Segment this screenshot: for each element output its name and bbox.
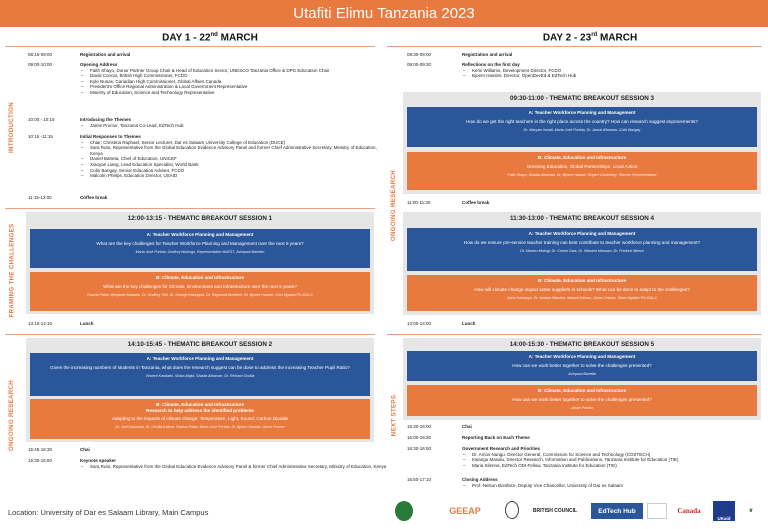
session2-theme-b: B: Climate, Education and Infrastructure Research to help address the identified problems Adapting to the impacts of climate change: Temperature, Light, Sound, Carbon Dioxide Dr. Joel Kasumba, Dr. Cecilia Kalima, Ravina Pattni, Maria José Portela, Dr. Bjoern Hassler, Jamie Proctor xyxy=(30,399,370,439)
session3-theme-b: B: Climate, Education and Infrastructure Greening Education, Global Partnerships, Local Action Faith Shayo, Shadia Alhaman, Dr. Bjoern Hassler, Rupert Corbishley, Teacher Representative xyxy=(407,152,757,190)
side-label-next: NEXT STEPS xyxy=(390,394,398,436)
session2-theme-a: A: Teacher Workforce Planning and Management Given the increasing numbers of students in Tanzania, what does the research suggest can be done to address the increasing Teacher Pupil Ratio? Vincent Kandado, Shara Majid, Shadia Alhaman, Dr. Richard Shukia xyxy=(30,353,370,396)
location-footer: Location: University of Dar es Salaam Library, Main Campus xyxy=(8,508,209,517)
session2: 14:10-15:45 - THEMATIC BREAKOUT SESSION 2 A: Teacher Workforce Planning and Management Given the increasing numbers of students in Tanzania, what does the research suggest can be done to address the increasing Teacher Pupil Ratio? Vincent Kandado, Shara Majid, Shadia Alhaman, Dr. Richard Shukia B: Climate, Education and Infrastructure Research to help address the identified problems Adapting to the impacts of climate change: Temperature, Light, Sound, Carbon Dioxide Dr. Joel Kasumba, Dr. Cecilia Kalima, Ravina Pattni, Maria José Portela, Dr. Bjoern Hassler, Jamie Proctor xyxy=(26,338,374,442)
session4-theme-b: B: Climate, Education and Infrastructure How will climate change impact water suppliers in schools? What can be done to adapt to the challenges? Asha Nampuya, Dr. Joseph Wamiba, Manuel Kamau, Jonas Onindo, Silver Ngalibe PO-RALG xyxy=(407,275,757,311)
session1-theme-b: B: Climate, Education and Infrastructure What are the key challenges for Climate, Environment and Infrastructure over the next 5 years? Ravina Pattni, Benjamin Mawoko, Dr. Godfrey Telli, Dr. George Kalungwa, Dr. Raymond Boniface, Dr. Bjoern Hassler, Cem Mgaiha PO-RALG xyxy=(30,272,370,311)
divider xyxy=(5,208,375,209)
session5: 14:00-15:30 - THEMATIC BREAKOUT SESSION 5 A: Teacher Workforce Planning and Management How can we work better together to solve the challenges presented? Johnpaul Barretto B: Climate, Education and Infrastructure How can we work better together to solve the challenges presented? Jamie Proctor xyxy=(403,338,761,420)
side-label-framing: FRAMING THE CHALLENGES xyxy=(8,223,16,317)
session1-theme-a: A: Teacher Workforce Planning and Management What are the key challenges for Teacher Workforce Planning and Management over the next 5 years? Maria José Portela, Godfrey Mulongo, Representative MoEST, Johnpaul Barretto xyxy=(30,229,370,268)
divider xyxy=(387,334,762,335)
title-banner: Utafiti Elimu Tanzania 2023 xyxy=(0,0,768,27)
day1-heading: DAY 1 - 22nd MARCH xyxy=(162,32,258,44)
divider xyxy=(5,334,375,335)
british-council-logo: BRITISH COUNCIL xyxy=(532,508,578,514)
canada-logo: Canada xyxy=(677,507,701,515)
session5-theme-b: B: Climate, Education and Infrastructure How can we work better together to solve the challenges presented? Jamie Proctor xyxy=(407,385,757,416)
session4: 11:30-13:00 - THEMATIC BREAKOUT SESSION 4 A: Teacher Workforce Planning and Management How do we ensure pre-service teacher training can best contribute to teacher workforce planning and management? Dr. Mwanu Mwingi, Dr. Cohen Gwa, Dr. Winston Massam, Dr. Fredrick Mtenzi B: Climate, Education and Infrastructure How will climate change impact water suppliers in schools? What can be done to adapt to the challenges? Asha Nampuya, Dr. Joseph Wamiba, Manuel Kamau, Jonas Onindo, Silver Ngalibe PO-RALG xyxy=(403,212,761,315)
day2-heading: DAY 2 - 23rd MARCH xyxy=(542,32,638,44)
session4-theme-a: A: Teacher Workforce Planning and Management How do we ensure pre-service teacher training can best contribute to teacher workforce planning and management? Dr. Mwanu Mwingi, Dr. Cohen Gwa, Dr. Winston Massam, Dr. Fredrick Mtenzi xyxy=(407,228,757,271)
session1: 12:00-13:15 - THEMATIC BREAKOUT SESSION 1 A: Teacher Workforce Planning and Management What are the key challenges for Teacher Workforce Planning and Management over the next 5 years? Maria José Portela, Godfrey Mulongo, Representative MoEST, Johnpaul Barretto B: Climate, Education and Infrastructure What are the key challenges for Climate, Environment and Infrastructure over the next 5 years? Ravina Pattni, Benjamin Mawoko, Dr. Godfrey Telli, Dr. George Kalungwa, Dr. Raymond Boniface, Dr. Bjoern Hassler, Cem Mgaiha PO-RALG xyxy=(26,212,374,314)
government-crest-logo xyxy=(647,503,667,519)
udsm-seal-logo xyxy=(395,501,413,521)
partner-logos xyxy=(395,499,765,523)
side-label-ongoing1: ONGOING RESEARCH xyxy=(8,379,16,451)
divider xyxy=(387,46,762,47)
session5-theme-a: A: Teacher Workforce Planning and Management How can we work better together to solve the challenges presented? Johnpaul Barretto xyxy=(407,351,757,381)
university-crest-logo xyxy=(505,501,519,519)
ukaid-logo: UKaid xyxy=(713,501,735,521)
edtech-hub-logo: EdTech Hub xyxy=(591,503,643,519)
leaf-logo: ❦ xyxy=(748,508,754,514)
geeap-logo: GEEAP xyxy=(449,506,481,516)
divider xyxy=(5,46,375,47)
side-label-ongoing2: ONGOING RESEARCH xyxy=(390,169,398,241)
session3-theme-a: A: Teacher Workforce Planning and Management How do we get the right teachers in the right place across the country? How can research suggest improvements? Dr. Maryam Ismail, Maria José Portela, Dr. Jamal Alhaman, Colin Bangay xyxy=(407,107,757,147)
session3: 09:30-11:00 - THEMATIC BREAKOUT SESSION 3 A: Teacher Workforce Planning and Management How do we get the right teachers in the right place across the country? How can research suggest improvements? Dr. Maryam Ismail, Maria José Portela, Dr. Jamal Alhaman, Colin Bangay B: Climate, Education and Infrastructure Greening Education, Global Partnerships, Local Action Faith Shayo, Shadia Alhaman, Dr. Bjoern Hassler, Rupert Corbishley, Teacher Representative xyxy=(403,92,761,194)
side-label-introduction: INTRODUCTION xyxy=(8,101,16,153)
